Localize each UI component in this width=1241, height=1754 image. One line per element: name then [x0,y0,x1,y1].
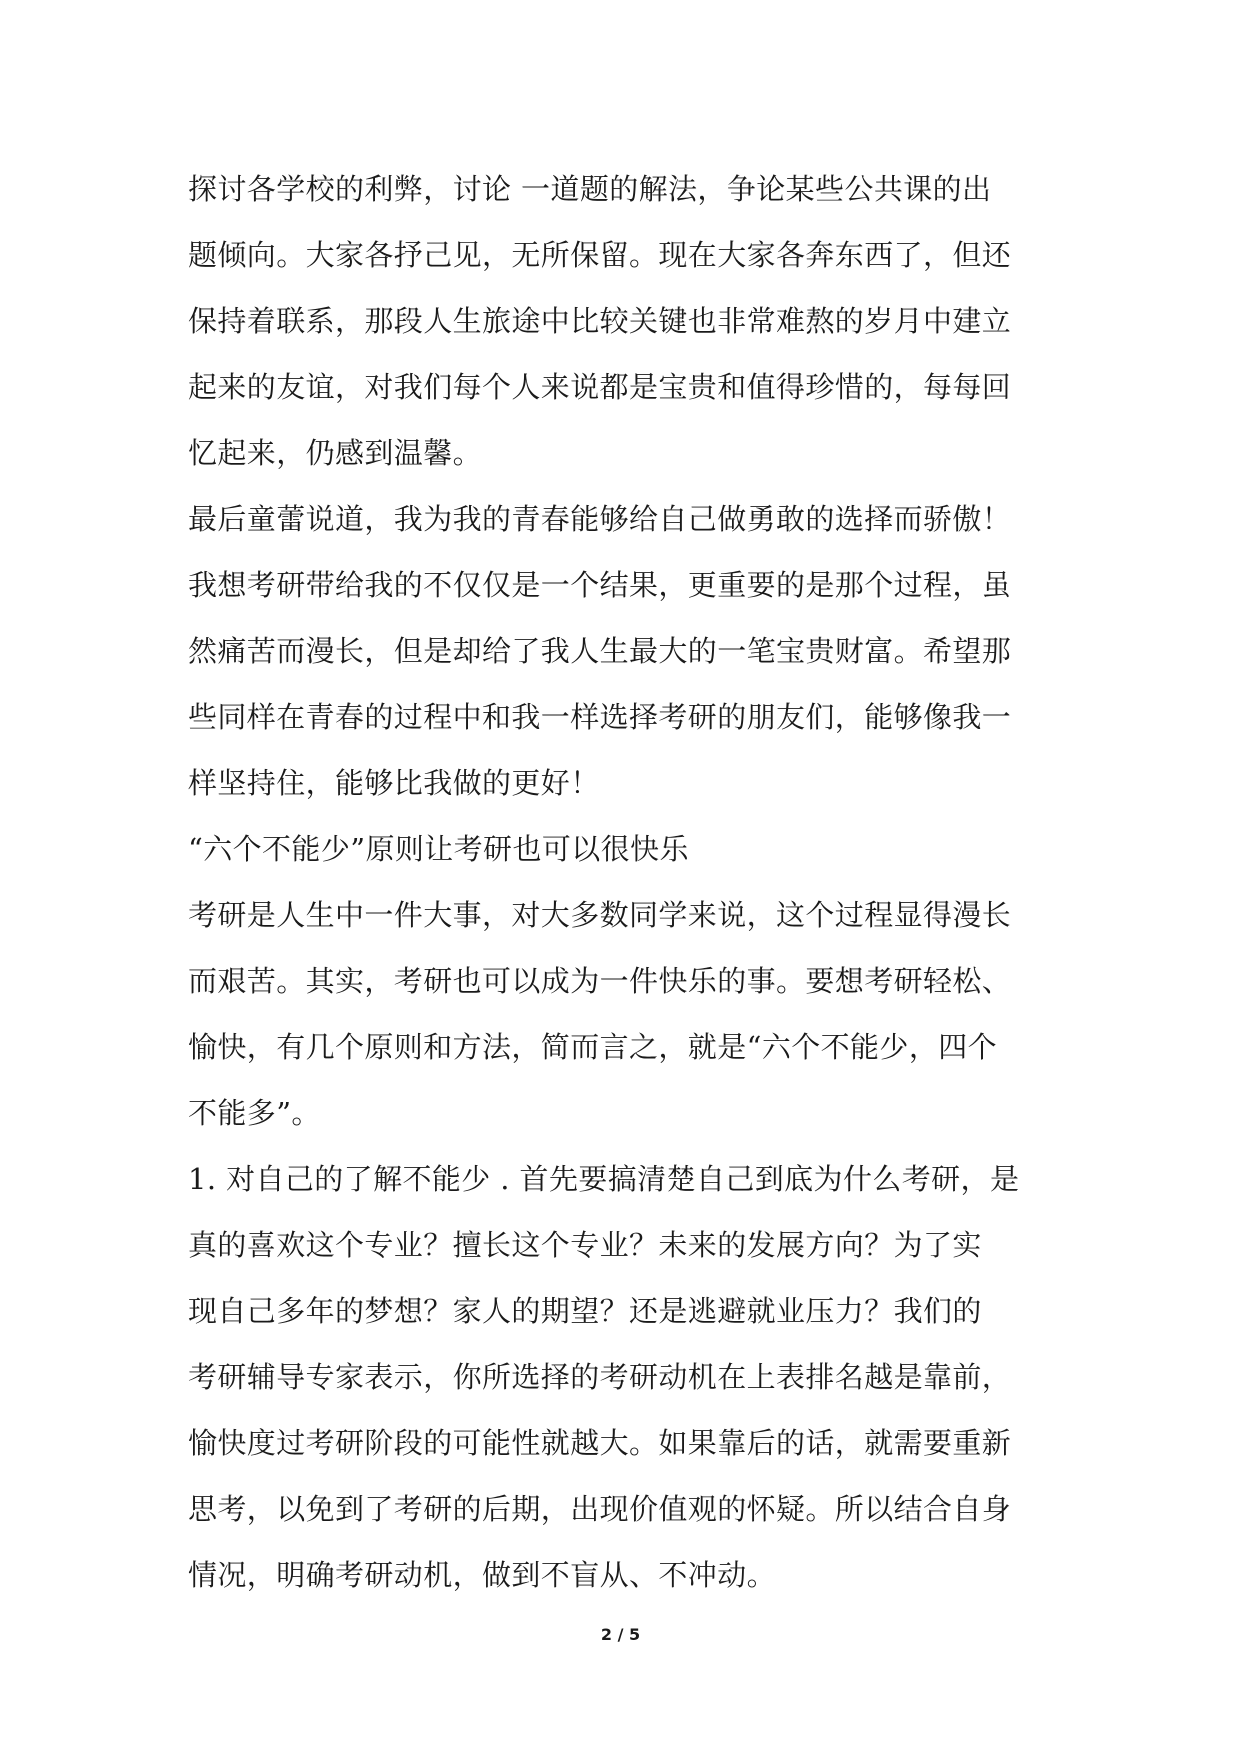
text-line: 样坚持住，能够比我做的更好！ [188,766,600,800]
text-line: 忆起来，仍感到温馨。 [188,436,483,470]
text-line: 愉快度过考研阶段的可能性就越大。如果靠后的话，就需要重新 [188,1426,1012,1460]
text-line: 起来的友谊，对我们每个人来说都是宝贵和值得珍惜的，每每回 [188,370,1012,404]
text-line: 考研辅导专家表示，你所选择的考研动机在上表排名越是靠前， [188,1360,1012,1394]
text-line: 然痛苦而漫长，但是却给了我人生最大的一笔宝贵财富。希望那 [188,634,1012,668]
text-line: 探讨各学校的利弊，讨论 一道题的解法，争论某些公共课的出 [188,172,992,206]
text-line: 不能多”。 [188,1096,321,1130]
text-line: 题倾向。大家各抒己见，无所保留。现在大家各奔东西了，但还 [188,238,1012,272]
text-line: 愉快，有几个原则和方法，简而言之，就是“六个不能少，四个 [188,1030,998,1064]
body-text [188,156,1056,1608]
text-line: 考研是人生中一件大事，对大多数同学来说，这个过程显得漫长 [188,898,1012,932]
text-line: 而艰苦。其实，考研也可以成为一件快乐的事。要想考研轻松、 [188,964,1012,998]
text-line: 现自己多年的梦想？家人的期望？还是逃避就业压力？我们的 [188,1294,982,1328]
text-line: 最后童蕾说道，我为我的青春能够给自己做勇敢的选择而骄傲！ [188,502,1012,536]
section-heading: “六个不能少”原则让考研也可以很快乐 [188,832,689,866]
text-line: 思考，以免到了考研的后期，出现价值观的怀疑。所以结合自身 [188,1492,1012,1526]
text-line: 1. 对自己的了解不能少 . 首先要搞清楚自己到底为什么考研，是 [188,1162,1020,1196]
text-line: 真的喜欢这个专业？擅长这个专业？未来的发展方向？为了实 [188,1228,982,1262]
text-line: 些同样在青春的过程中和我一样选择考研的朋友们，能够像我一 [188,700,1012,734]
page-number: 2 / 5 [600,1625,641,1644]
text-line: 保持着联系，那段人生旅途中比较关键也非常难熬的岁月中建立 [188,304,1012,338]
text-line: 情况，明确考研动机，做到不盲从、不冲动。 [188,1558,777,1592]
text-line: 我想考研带给我的不仅仅是一个结果，更重要的是那个过程，虽 [188,568,1012,602]
